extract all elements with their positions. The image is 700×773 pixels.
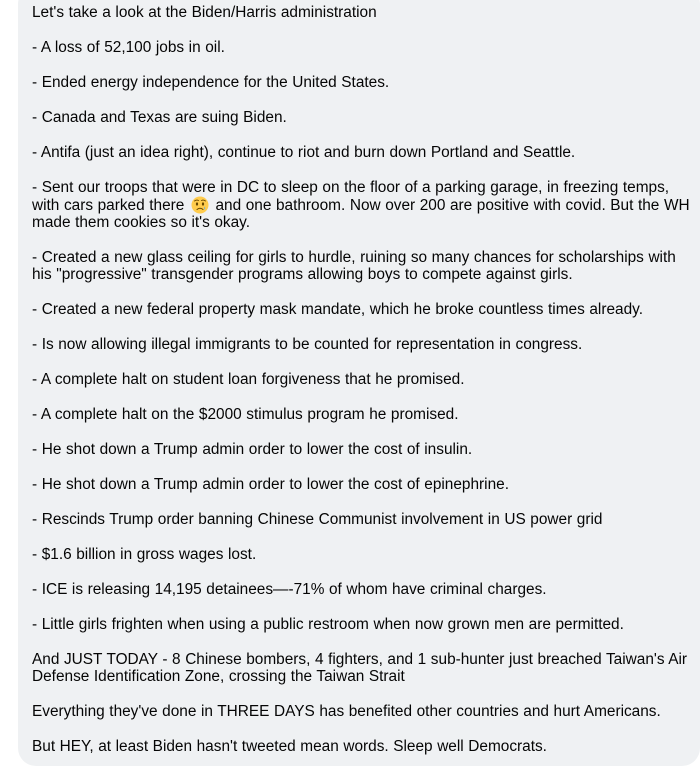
comment-paragraph: - $1.6 billion in gross wages lost. <box>32 546 257 563</box>
comment-paragraph: - A complete halt on student loan forgiveness that he promised. <box>32 371 465 388</box>
comment-paragraph: And JUST TODAY - 8 Chinese bombers, 4 fighters, and 1 sub-hunter just breached Taiwan's Air Defense Identification Zone, crossing the Taiwan Strait <box>32 651 688 685</box>
comment-paragraph: - Ended energy independence for the United States. <box>32 74 390 91</box>
worried-face-icon <box>191 196 209 214</box>
comment-paragraph: - He shot down a Trump admin order to lower the cost of epinephrine. <box>32 476 509 493</box>
comment-paragraph: - ICE is releasing 14,195 detainees—-71% of whom have criminal charges. <box>32 581 547 598</box>
comment-paragraph: - He shot down a Trump admin order to lower the cost of insulin. <box>32 441 473 458</box>
comment-text <box>32 4 692 755</box>
comment-paragraph: But HEY, at least Biden hasn't tweeted mean words. Sleep well Democrats. <box>32 738 547 755</box>
comment-paragraph: - Little girls frighten when using a public restroom when now grown men are permitted. <box>32 616 624 633</box>
comment-paragraph: - Is now allowing illegal immigrants to be counted for representation in congress. <box>32 336 583 353</box>
paragraph-text-after-emoji: and one bathroom. Now over 200 are positive with covid. But the WH made them cookies so it's okay. <box>32 197 690 231</box>
comment-paragraph: - Antifa (just an idea right), continue to riot and burn down Portland and Seattle. <box>32 144 576 161</box>
comment-paragraph: - A loss of 52,100 jobs in oil. <box>32 39 225 56</box>
comment-bubble <box>18 0 700 766</box>
comment-paragraph: Let's take a look at the Biden/Harris administration <box>32 4 377 21</box>
paragraph-text-before-emoji: - Sent our troops that were in DC to sleep on the floor of a parking garage, in freezing temps, with cars parked there <box>32 179 670 214</box>
comment-paragraph: Everything they've done in THREE DAYS has benefited other countries and hurt Americans. <box>32 703 661 720</box>
comment-paragraph: - A complete halt on the $2000 stimulus program he promised. <box>32 406 459 423</box>
comment-paragraph: - Canada and Texas are suing Biden. <box>32 109 287 126</box>
comment-paragraph-with-emoji <box>32 179 692 231</box>
comment-paragraph: - Rescinds Trump order banning Chinese Communist involvement in US power grid <box>32 511 603 528</box>
comment-paragraph: - Created a new federal property mask mandate, which he broke countless times already. <box>32 301 643 318</box>
comment-paragraph: - Created a new glass ceiling for girls to hurdle, ruining so many chances for scholarships with his "progressive" transgender programs allowing boys to compete against girls. <box>32 249 676 283</box>
